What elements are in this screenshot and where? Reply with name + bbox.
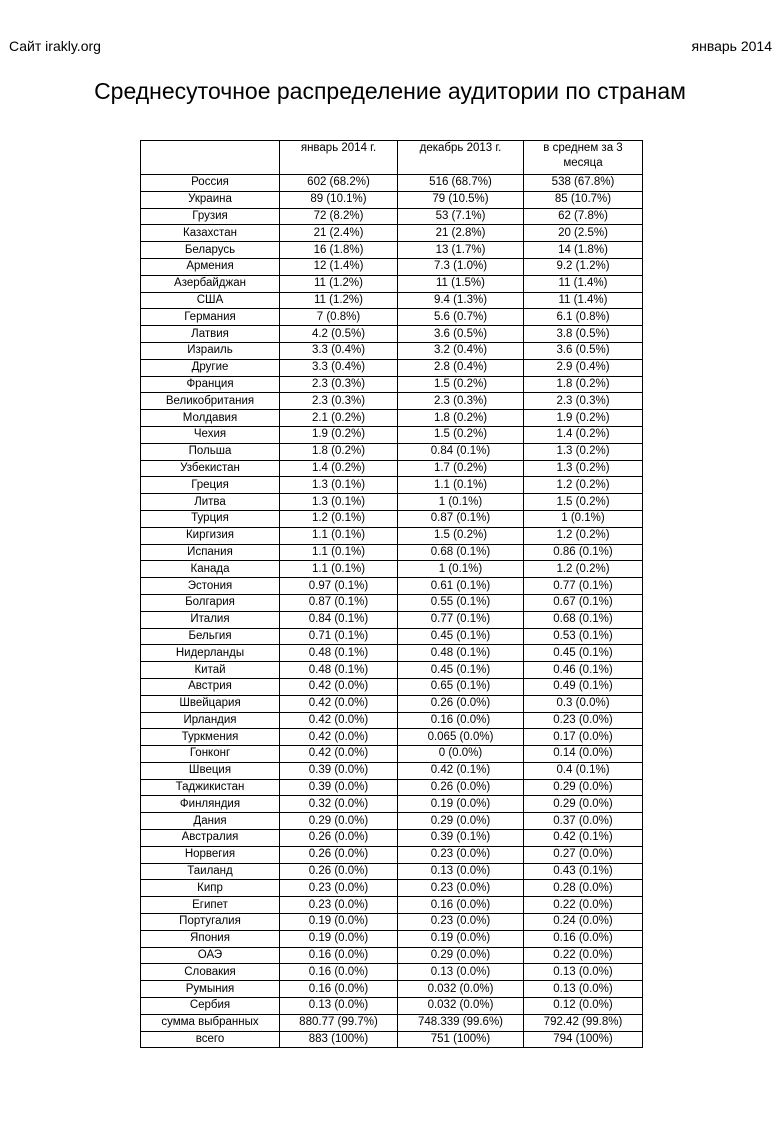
dec-2013-cell: 1.5 (0.2%)	[398, 376, 524, 393]
dec-2013-cell: 1.8 (0.2%)	[398, 410, 524, 427]
country-cell: Россия	[141, 175, 280, 192]
avg-3-month-cell: 0.22 (0.0%)	[524, 947, 643, 964]
jan-2014-cell: 11 (1.2%)	[280, 292, 398, 309]
jan-2014-cell: 1.2 (0.1%)	[280, 510, 398, 527]
jan-2014-cell: 2.1 (0.2%)	[280, 410, 398, 427]
table-row	[141, 930, 643, 947]
avg-3-month-cell: 0.22 (0.0%)	[524, 897, 643, 914]
country-cell: Кипр	[141, 880, 280, 897]
country-cell: Канада	[141, 561, 280, 578]
dec-2013-cell: 0.13 (0.0%)	[398, 863, 524, 880]
country-cell: Литва	[141, 494, 280, 511]
country-cell: Швеция	[141, 762, 280, 779]
jan-2014-cell: 2.3 (0.3%)	[280, 376, 398, 393]
jan-2014-cell: 4.2 (0.5%)	[280, 326, 398, 343]
table-row	[141, 326, 643, 343]
country-cell: Армения	[141, 258, 280, 275]
table-row	[141, 981, 643, 998]
country-cell: Норвегия	[141, 846, 280, 863]
country-cell: Туркмения	[141, 729, 280, 746]
table-body	[141, 175, 643, 1048]
dec-2013-cell: 0.68 (0.1%)	[398, 544, 524, 561]
country-cell: Австралия	[141, 830, 280, 847]
dec-2013-cell: 0.55 (0.1%)	[398, 594, 524, 611]
table-row	[141, 863, 643, 880]
jan-2014-cell: 0.39 (0.0%)	[280, 779, 398, 796]
table-row	[141, 1014, 643, 1031]
jan-2014-cell: 0.42 (0.0%)	[280, 712, 398, 729]
avg-3-month-cell: 1.9 (0.2%)	[524, 410, 643, 427]
table-row	[141, 897, 643, 914]
country-cell: Греция	[141, 477, 280, 494]
dec-2013-cell: 3.6 (0.5%)	[398, 326, 524, 343]
avg-3-month-cell: 14 (1.8%)	[524, 242, 643, 259]
dec-2013-cell: 748.339 (99.6%)	[398, 1014, 524, 1031]
avg-3-month-cell: 9.2 (1.2%)	[524, 258, 643, 275]
table-row	[141, 830, 643, 847]
jan-2014-cell: 3.3 (0.4%)	[280, 342, 398, 359]
country-cell: Чехия	[141, 426, 280, 443]
jan-2014-cell: 1.9 (0.2%)	[280, 426, 398, 443]
country-cell: всего	[141, 1031, 280, 1048]
avg-3-month-cell: 1.3 (0.2%)	[524, 460, 643, 477]
dec-2013-cell: 0.23 (0.0%)	[398, 914, 524, 931]
table-row	[141, 376, 643, 393]
avg-3-month-cell: 0.17 (0.0%)	[524, 729, 643, 746]
table-row	[141, 359, 643, 376]
jan-2014-cell: 0.42 (0.0%)	[280, 729, 398, 746]
country-cell: Испания	[141, 544, 280, 561]
table-row	[141, 426, 643, 443]
jan-2014-cell: 0.84 (0.1%)	[280, 611, 398, 628]
avg-3-month-cell: 6.1 (0.8%)	[524, 309, 643, 326]
jan-2014-cell: 0.13 (0.0%)	[280, 998, 398, 1015]
table-row	[141, 695, 643, 712]
dec-2013-cell: 9.4 (1.3%)	[398, 292, 524, 309]
header-cell-jan-2014: январь 2014 г.	[280, 141, 398, 175]
dec-2013-cell: 0 (0.0%)	[398, 746, 524, 763]
dec-2013-cell: 79 (10.5%)	[398, 191, 524, 208]
table-header-row	[141, 141, 643, 175]
country-cell: Молдавия	[141, 410, 280, 427]
country-cell: сумма выбранных	[141, 1014, 280, 1031]
table-row	[141, 1031, 643, 1048]
jan-2014-cell: 883 (100%)	[280, 1031, 398, 1048]
avg-3-month-cell: 0.67 (0.1%)	[524, 594, 643, 611]
avg-3-month-cell: 0.24 (0.0%)	[524, 914, 643, 931]
country-cell: Гонконг	[141, 746, 280, 763]
dec-2013-cell: 0.16 (0.0%)	[398, 897, 524, 914]
dec-2013-cell: 1.1 (0.1%)	[398, 477, 524, 494]
table-row	[141, 813, 643, 830]
dec-2013-cell: 0.77 (0.1%)	[398, 611, 524, 628]
avg-3-month-cell: 0.14 (0.0%)	[524, 746, 643, 763]
avg-3-month-cell: 0.86 (0.1%)	[524, 544, 643, 561]
dec-2013-cell: 7.3 (1.0%)	[398, 258, 524, 275]
table-row	[141, 914, 643, 931]
dec-2013-cell: 2.8 (0.4%)	[398, 359, 524, 376]
avg-3-month-cell: 792.42 (99.8%)	[524, 1014, 643, 1031]
country-cell: Турция	[141, 510, 280, 527]
dec-2013-cell: 0.26 (0.0%)	[398, 695, 524, 712]
avg-3-month-cell: 0.42 (0.1%)	[524, 830, 643, 847]
dec-2013-cell: 0.65 (0.1%)	[398, 678, 524, 695]
table-row	[141, 242, 643, 259]
dec-2013-cell: 516 (68.7%)	[398, 175, 524, 192]
avg-3-month-cell: 794 (100%)	[524, 1031, 643, 1048]
country-cell: Израиль	[141, 342, 280, 359]
jan-2014-cell: 1.8 (0.2%)	[280, 443, 398, 460]
table-row	[141, 494, 643, 511]
country-cell: Япония	[141, 930, 280, 947]
country-cell: Финляндия	[141, 796, 280, 813]
avg-3-month-cell: 0.29 (0.0%)	[524, 796, 643, 813]
avg-3-month-cell: 1.2 (0.2%)	[524, 477, 643, 494]
dec-2013-cell: 0.29 (0.0%)	[398, 813, 524, 830]
jan-2014-cell: 0.26 (0.0%)	[280, 863, 398, 880]
avg-3-month-cell: 0.45 (0.1%)	[524, 645, 643, 662]
avg-3-month-cell: 538 (67.8%)	[524, 175, 643, 192]
country-cell: Азербайджан	[141, 275, 280, 292]
dec-2013-cell: 751 (100%)	[398, 1031, 524, 1048]
country-cell: Сербия	[141, 998, 280, 1015]
avg-3-month-cell: 0.13 (0.0%)	[524, 981, 643, 998]
table-row	[141, 527, 643, 544]
country-cell: Германия	[141, 309, 280, 326]
avg-3-month-cell: 0.16 (0.0%)	[524, 930, 643, 947]
jan-2014-cell: 0.16 (0.0%)	[280, 981, 398, 998]
dec-2013-cell: 0.39 (0.1%)	[398, 830, 524, 847]
dec-2013-cell: 0.26 (0.0%)	[398, 779, 524, 796]
country-cell: Франция	[141, 376, 280, 393]
table-row	[141, 779, 643, 796]
dec-2013-cell: 13 (1.7%)	[398, 242, 524, 259]
table-row	[141, 712, 643, 729]
avg-3-month-cell: 0.53 (0.1%)	[524, 628, 643, 645]
dec-2013-cell: 2.3 (0.3%)	[398, 393, 524, 410]
dec-2013-cell: 0.16 (0.0%)	[398, 712, 524, 729]
table-row	[141, 410, 643, 427]
jan-2014-cell: 3.3 (0.4%)	[280, 359, 398, 376]
jan-2014-cell: 0.16 (0.0%)	[280, 964, 398, 981]
country-cell: Польша	[141, 443, 280, 460]
avg-3-month-cell: 0.37 (0.0%)	[524, 813, 643, 830]
header-cell-dec-2013: декабрь 2013 г.	[398, 141, 524, 175]
dec-2013-cell: 11 (1.5%)	[398, 275, 524, 292]
avg-3-month-cell: 1.3 (0.2%)	[524, 443, 643, 460]
jan-2014-cell: 21 (2.4%)	[280, 225, 398, 242]
dec-2013-cell: 0.19 (0.0%)	[398, 930, 524, 947]
table-row	[141, 796, 643, 813]
country-cell: Бельгия	[141, 628, 280, 645]
avg-3-month-cell: 1.4 (0.2%)	[524, 426, 643, 443]
avg-3-month-cell: 0.13 (0.0%)	[524, 964, 643, 981]
table-row	[141, 544, 643, 561]
jan-2014-cell: 12 (1.4%)	[280, 258, 398, 275]
avg-3-month-cell: 0.68 (0.1%)	[524, 611, 643, 628]
dec-2013-cell: 0.84 (0.1%)	[398, 443, 524, 460]
avg-3-month-cell: 1.2 (0.2%)	[524, 561, 643, 578]
country-cell: Беларусь	[141, 242, 280, 259]
dec-2013-cell: 0.45 (0.1%)	[398, 628, 524, 645]
avg-3-month-cell: 0.3 (0.0%)	[524, 695, 643, 712]
table-row	[141, 729, 643, 746]
avg-3-month-cell: 11 (1.4%)	[524, 292, 643, 309]
jan-2014-cell: 1.4 (0.2%)	[280, 460, 398, 477]
dec-2013-cell: 1.5 (0.2%)	[398, 426, 524, 443]
country-cell: Китай	[141, 662, 280, 679]
jan-2014-cell: 0.26 (0.0%)	[280, 846, 398, 863]
country-cell: ОАЭ	[141, 947, 280, 964]
dec-2013-cell: 53 (7.1%)	[398, 208, 524, 225]
header-cell-country	[141, 141, 280, 175]
avg-3-month-cell: 1.8 (0.2%)	[524, 376, 643, 393]
jan-2014-cell: 602 (68.2%)	[280, 175, 398, 192]
table-row	[141, 628, 643, 645]
dec-2013-cell: 0.032 (0.0%)	[398, 998, 524, 1015]
dec-2013-cell: 0.19 (0.0%)	[398, 796, 524, 813]
avg-3-month-cell: 2.9 (0.4%)	[524, 359, 643, 376]
jan-2014-cell: 0.26 (0.0%)	[280, 830, 398, 847]
country-cell: Австрия	[141, 678, 280, 695]
country-cell: Италия	[141, 611, 280, 628]
table-row	[141, 225, 643, 242]
avg-3-month-cell: 0.46 (0.1%)	[524, 662, 643, 679]
avg-3-month-cell: 3.8 (0.5%)	[524, 326, 643, 343]
avg-3-month-cell: 1 (0.1%)	[524, 510, 643, 527]
dec-2013-cell: 1 (0.1%)	[398, 561, 524, 578]
table-row	[141, 964, 643, 981]
table-row	[141, 477, 643, 494]
dec-2013-cell: 0.13 (0.0%)	[398, 964, 524, 981]
jan-2014-cell: 1.1 (0.1%)	[280, 561, 398, 578]
table-row	[141, 342, 643, 359]
table-row	[141, 208, 643, 225]
country-cell: Дания	[141, 813, 280, 830]
table-row	[141, 561, 643, 578]
country-cell: Латвия	[141, 326, 280, 343]
jan-2014-cell: 0.19 (0.0%)	[280, 930, 398, 947]
table-row	[141, 662, 643, 679]
avg-3-month-cell: 0.77 (0.1%)	[524, 578, 643, 595]
jan-2014-cell: 11 (1.2%)	[280, 275, 398, 292]
avg-3-month-cell: 0.43 (0.1%)	[524, 863, 643, 880]
dec-2013-cell: 0.29 (0.0%)	[398, 947, 524, 964]
table-row	[141, 309, 643, 326]
avg-3-month-cell: 2.3 (0.3%)	[524, 393, 643, 410]
dec-2013-cell: 21 (2.8%)	[398, 225, 524, 242]
country-cell: США	[141, 292, 280, 309]
table-row	[141, 947, 643, 964]
country-cell: Киргизия	[141, 527, 280, 544]
jan-2014-cell: 0.87 (0.1%)	[280, 594, 398, 611]
avg-3-month-cell: 0.12 (0.0%)	[524, 998, 643, 1015]
jan-2014-cell: 1.3 (0.1%)	[280, 477, 398, 494]
avg-3-month-cell: 0.23 (0.0%)	[524, 712, 643, 729]
jan-2014-cell: 0.19 (0.0%)	[280, 914, 398, 931]
avg-3-month-cell: 0.4 (0.1%)	[524, 762, 643, 779]
audience-table	[140, 140, 643, 1048]
country-cell: Португалия	[141, 914, 280, 931]
jan-2014-cell: 0.42 (0.0%)	[280, 746, 398, 763]
dec-2013-cell: 0.23 (0.0%)	[398, 880, 524, 897]
header-cell-3-month-avg: в среднем за 3 месяца	[524, 141, 643, 175]
table-row	[141, 292, 643, 309]
jan-2014-cell: 1.3 (0.1%)	[280, 494, 398, 511]
dec-2013-cell: 0.065 (0.0%)	[398, 729, 524, 746]
dec-2013-cell: 0.032 (0.0%)	[398, 981, 524, 998]
jan-2014-cell: 89 (10.1%)	[280, 191, 398, 208]
jan-2014-cell: 0.48 (0.1%)	[280, 645, 398, 662]
dec-2013-cell: 1 (0.1%)	[398, 494, 524, 511]
dec-2013-cell: 5.6 (0.7%)	[398, 309, 524, 326]
country-cell: Украина	[141, 191, 280, 208]
avg-3-month-cell: 0.28 (0.0%)	[524, 880, 643, 897]
country-cell: Узбекистан	[141, 460, 280, 477]
jan-2014-cell: 7 (0.8%)	[280, 309, 398, 326]
jan-2014-cell: 0.39 (0.0%)	[280, 762, 398, 779]
table-row	[141, 191, 643, 208]
table-row	[141, 443, 643, 460]
avg-3-month-cell: 3.6 (0.5%)	[524, 342, 643, 359]
dec-2013-cell: 0.48 (0.1%)	[398, 645, 524, 662]
country-cell: Египет	[141, 897, 280, 914]
table-row	[141, 611, 643, 628]
jan-2014-cell: 0.48 (0.1%)	[280, 662, 398, 679]
country-cell: Румыния	[141, 981, 280, 998]
table-row	[141, 510, 643, 527]
avg-3-month-cell: 0.49 (0.1%)	[524, 678, 643, 695]
avg-3-month-cell: 20 (2.5%)	[524, 225, 643, 242]
table-row	[141, 998, 643, 1015]
jan-2014-cell: 0.97 (0.1%)	[280, 578, 398, 595]
country-cell: Другие	[141, 359, 280, 376]
jan-2014-cell: 1.1 (0.1%)	[280, 527, 398, 544]
table-row	[141, 258, 643, 275]
dec-2013-cell: 0.23 (0.0%)	[398, 846, 524, 863]
table-row	[141, 880, 643, 897]
table-row	[141, 762, 643, 779]
report-date: январь 2014	[691, 38, 772, 54]
table-row	[141, 275, 643, 292]
dec-2013-cell: 0.42 (0.1%)	[398, 762, 524, 779]
jan-2014-cell: 0.42 (0.0%)	[280, 678, 398, 695]
country-cell: Грузия	[141, 208, 280, 225]
table-row	[141, 746, 643, 763]
country-cell: Нидерланды	[141, 645, 280, 662]
table-row	[141, 175, 643, 192]
jan-2014-cell: 0.71 (0.1%)	[280, 628, 398, 645]
jan-2014-cell: 0.42 (0.0%)	[280, 695, 398, 712]
jan-2014-cell: 0.29 (0.0%)	[280, 813, 398, 830]
country-cell: Казахстан	[141, 225, 280, 242]
page-title: Среднесуточное распределение аудитории по странам	[94, 78, 686, 104]
jan-2014-cell: 1.1 (0.1%)	[280, 544, 398, 561]
avg-3-month-cell: 0.27 (0.0%)	[524, 846, 643, 863]
jan-2014-cell: 0.32 (0.0%)	[280, 796, 398, 813]
avg-3-month-cell: 11 (1.4%)	[524, 275, 643, 292]
site-name: Сайт irakly.org	[9, 38, 101, 54]
dec-2013-cell: 0.61 (0.1%)	[398, 578, 524, 595]
country-cell: Таджикистан	[141, 779, 280, 796]
country-cell: Болгария	[141, 594, 280, 611]
country-cell: Ирландия	[141, 712, 280, 729]
jan-2014-cell: 2.3 (0.3%)	[280, 393, 398, 410]
jan-2014-cell: 0.23 (0.0%)	[280, 897, 398, 914]
jan-2014-cell: 72 (8.2%)	[280, 208, 398, 225]
jan-2014-cell: 880.77 (99.7%)	[280, 1014, 398, 1031]
dec-2013-cell: 1.5 (0.2%)	[398, 527, 524, 544]
country-cell: Швейцария	[141, 695, 280, 712]
avg-3-month-cell: 1.5 (0.2%)	[524, 494, 643, 511]
country-cell: Эстония	[141, 578, 280, 595]
avg-3-month-cell: 0.29 (0.0%)	[524, 779, 643, 796]
jan-2014-cell: 0.23 (0.0%)	[280, 880, 398, 897]
country-cell: Великобритания	[141, 393, 280, 410]
jan-2014-cell: 16 (1.8%)	[280, 242, 398, 259]
avg-3-month-cell: 62 (7.8%)	[524, 208, 643, 225]
country-cell: Таиланд	[141, 863, 280, 880]
table-row	[141, 460, 643, 477]
table-row	[141, 393, 643, 410]
dec-2013-cell: 0.87 (0.1%)	[398, 510, 524, 527]
dec-2013-cell: 3.2 (0.4%)	[398, 342, 524, 359]
table-row	[141, 594, 643, 611]
avg-3-month-cell: 1.2 (0.2%)	[524, 527, 643, 544]
dec-2013-cell: 0.45 (0.1%)	[398, 662, 524, 679]
dec-2013-cell: 1.7 (0.2%)	[398, 460, 524, 477]
avg-3-month-cell: 85 (10.7%)	[524, 191, 643, 208]
table-row	[141, 578, 643, 595]
table-row	[141, 846, 643, 863]
table-row	[141, 678, 643, 695]
jan-2014-cell: 0.16 (0.0%)	[280, 947, 398, 964]
country-cell: Словакия	[141, 964, 280, 981]
table-row	[141, 645, 643, 662]
